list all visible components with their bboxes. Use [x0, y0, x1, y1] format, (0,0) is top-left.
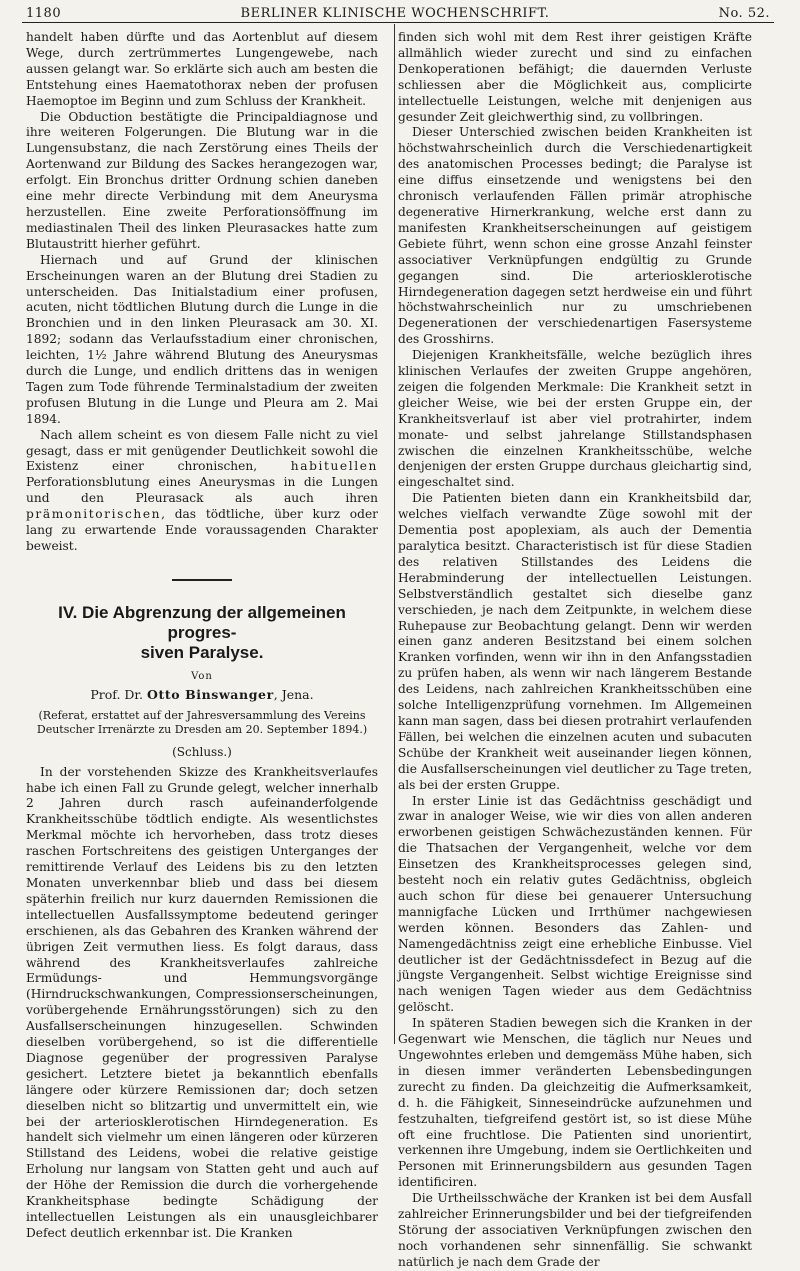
journal-title: BERLINER KLINISCHE WOCHENSCHRIFT. — [240, 6, 550, 21]
author-name: Otto Binswanger — [146, 686, 274, 702]
section-separator — [172, 579, 232, 581]
referat-note: (Referat, erstattet auf der Jahresversammlung des Vereins Deutscher Irrenärzte zu Dresden am 20. September 1894.) — [36, 708, 368, 736]
left-column — [26, 30, 378, 1240]
paragraph: handelt haben dürfte und das Aortenblut auf diesem Wege, durch zertrümmertes Lungengewebe, nach aussen gelangt war. So erklärte sich auch am besten die Entstehung eines Haematothorax neben der profusen Haemoptoe im Beginn und zum Schluss der Krankheit. — [26, 30, 378, 108]
spaced-emphasis: habituellen — [290, 459, 378, 474]
paragraph: Die Obduction bestätigte die Principaldiagnose und ihre weiteren Folgerungen. Die Blutung war in die Lungensubstanz, die nach Zerstörung eines Theils der Aortenwand zur Bildung des Sackes herangezogen war, erfolgt. Ein Bronchus dritter Ordnung schien daneben eine mehr directe Verbindung mit dem Aneurysma herzustellen. Eine zweite Perforationsöffnung im mediastinalen Theil des linken Pleurasackes hatte zum Blutaustritt hierher geführt. — [26, 109, 378, 251]
byline-von: Von — [191, 670, 213, 682]
paragraph: In der vorstehenden Skizze des Krankheitsverlaufes habe ich einen Fall zu Grunde gelegt, welcher innerhalb 2 Jahren durch rasch aufeinanderfolgende Krankheitsschübe tödtlich endigte. Als wesentlichstes Merkmal möchte ich hervorheben, dass trotz dieses raschen Fortschreitens des geistigen Unterganges der remittirende Verlauf des Leidens bis zu den letzten Monaten unverkennbar blieb und dass bei diesem späterhin freilich nur kurz dauernden Remissionen die intellectuellen Ausfallssymptome bedeutend geringer erschienen, als das Gebahren des Kranken während der übrigen Zeit vermuthen liess. Es folgt daraus, dass während des Krankheitsverlaufes zahlreiche Ermüdungs- und Hemmungsvorgänge (Hirndruckschwankungen, Compressionserscheinungen, vorübergehende Ernährungsstörungen) sich zu den Ausfallserscheinungen hinzugesellen. Schwinden dieselben vorübergehend, so ist die differentielle Diagnose gegenüber der progressiven Paralyse gesichert. Letztere bietet ja bekanntlich ebenfalls längere oder kürzere Remissionen dar; doch setzen dieselben nicht so blitzartig und unvermittelt ein, wie bei der arteriosklerotischen Hirndegeneration. Es handelt sich vielmehr um einen längeren oder kürzeren Stillstand des Leidens, wobei die relative geistige Erholung nur langsam von Statten geht und auch auf der Höhe der Remission die durch die vorhergehende Krankheitsphase bedingte Schädigung der intellectuellen Leistungen als ein unausgleichbarer Defect deutlich erkennbar ist. Die Kranken — [26, 764, 378, 1240]
paragraph: In erster Linie ist das Gedächtniss geschädigt und zwar in analoger Weise, wie wir dies von allen anderen erworbenen geistigen Schwächezuständen kennen. Für die Thatsachen der Vergangenheit, welche vor dem Einsetzen des Krankheitsprocesses gelegen sind, besteht noch ein relativ gutes Gedächtniss, obgleich auch schon für diese bei genauerer Untersuchung mannigfache Lücken und Irrthümer nachgewiesen werden können. Besonders das Zahlen- und Namengedächtniss zeigt eine erhebliche Einbusse. Viel deutlicher ist der Gedächtnissdefect in Bezug auf die jüngste Vergangenheit. Selbst wichtige Ereignisse sind nach wenigen Tagen wieder aus dem Gedächtniss gelöscht. — [398, 793, 752, 1015]
spaced-emphasis: prämonitorischen — [26, 507, 162, 522]
paragraph: finden sich wohl mit dem Rest ihrer geistigen Kräfte allmählich wieder zurecht und sind zu einfachen Denkoperationen befähigt; die dauernden Verluste schliessen aber die Möglichkeit aus, complicirte intellectuelle Leistungen, welche mit denjenigen aus gesunder Zeit gleichwerthig sind, zu vollbringen. — [398, 30, 752, 124]
journal-page — [20, 0, 790, 1269]
paragraph: Diejenigen Krankheitsfälle, welche bezüglich ihres klinischen Verlaufes der zweiten Gruppe angehören, zeigen die folgenden Merkmale: Die Krankheit setzt in gleicher Weise, wie bei der ersten Gruppe ein, der Krankheitsverlauf ist aber viel protrahirter, indem monate- und selbst jahrelange Stillstandsphasen zwischen die einzelnen Krankheitsschübe, welche denjenigen der ersten Gruppe durchaus gleichartig sind, eingeschaltet sind. — [398, 348, 752, 490]
section-title: IV. Die Abgrenzung der allgemeinen progres- siven Paralyse. — [58, 602, 346, 662]
conclusion-marker: (Schluss.) — [172, 744, 232, 759]
paragraph: Nach allem scheint es von diesem Falle nicht zu viel gesagt, dass er mit genügender Deutlichkeit sowohl die Existenz einer chronischen, habituellen Perforationsblutung eines Aneurysmas in die Lungen und den Pleurasack als auch ihren prämonitorischen, das tödtliche, über kurz oder lang zu erwartende Ende voraussagenden Charakter beweist. — [26, 427, 378, 553]
page-number: 1180 — [26, 6, 62, 21]
right-column — [398, 30, 752, 1269]
column-divider — [394, 24, 395, 1044]
author-line: Prof. Dr. Otto Binswanger, Jena. — [90, 686, 314, 702]
paragraph: In späteren Stadien bewegen sich die Kranken in der Gegenwart wie Menschen, die täglich nur Neues und Ungewohntes erleben und demgemäss Mühe haben, sich in diesen immer veränderten Lebensbedingungen zurecht zu finden. Da gleichzeitig die Aufmerksamkeit, d. h. die Fähigkeit, Sinneseindrücke aufzunehmen und festzuhalten, tiefgreifend gestört ist, so ist diese Mühe oft eine fruchtlose. Die Patienten sind unorientirt, verkennen ihre Umgebung, indem sie Oertlichkeiten und Personen mit Erinnerungsbildern aus gesunden Tagen identificiren. — [398, 1016, 752, 1190]
paragraph: Dieser Unterschied zwischen beiden Krankheiten ist höchstwahrscheinlich durch die Verschiedenartigkeit des anatomischen Processes bedingt; die Paralyse ist eine diffus einsetzende und wenigstens bei den chronisch verlaufenden Fällen primär atrophische degenerative Hirnerkrankung, welche erst dann zu manifesten Krankheitserscheinungen auf geistigem Gebiete führt, wenn schon eine grosse Anzahl feinster associativer Verknüpfungen endgültig zu Grunde gegangen sind. Die arteriosklerotische Hirndegeneration dagegen setzt herdweise ein und führt höchstwahrscheinlich nur zu umschriebenen Degenerationen der verschiedenartigen Fasersysteme des Grosshirns. — [398, 125, 752, 347]
paragraph: Die Urtheilsschwäche der Kranken ist bei dem Ausfall zahlreicher Erinnerungsbilder und bei der tiefgreifenden Störung der associativen Verknüpfungen zwischen den noch vorhandenen sehr sinnenfällig. Sie schwankt natürlich je nach dem Grade der — [398, 1191, 752, 1269]
paragraph: Hiernach und auf Grund der klinischen Erscheinungen waren an der Blutung drei Stadien zu unterscheiden. Das Initialstadium einer profusen, acuten, nicht tödtlichen Blutung durch die Lunge in die Bronchien und in den linken Pleurasack am 30. XI. 1892; sodann das Verlaufsstadium einer chronischen, leichten, 1½ Jahre während Blutung des Aneurysmas durch die Lunge, und endlich drittens das in wenigen Tagen zum Tode führende Terminalstadium der zweiten profusen Blutung in die Lunge und Pleura am 2. Mai 1894. — [26, 252, 378, 426]
paragraph: Die Patienten bieten dann ein Krankheitsbild dar, welches vielfach verwandte Züge sowohl mit der Dementia post apoplexiam, als auch der Dementia paralytica besitzt. Characteristisch ist für diese Stadien des relativen Stillstandes des Leidens die Herabminderung der intellectuellen Leistungen. Selbstverständlich gestaltet sich dieselbe ganz verschieden, je nach dem Zeitpunkte, in welchem diese Ruhepause zur Beobachtung gelangt. Denn wir werden einen ganz anderen Besitzstand bei einem solchen Kranken vorfinden, wenn wir ihn in den Anfangsstadien zu prüfen haben, als wenn wir nach längerem Bestande des Leidens, nach zahlreichen Krankheitsschüben eine solche Intelligenzprüfung vornehmen. Im Allgemeinen kann man sagen, dass bei diesen protrahirt verlaufenden Fällen, bei welchen die einzelnen acuten und subacuten Schübe der Krankheit weit auseinander liegen können, die Ausfallserscheinungen viel deutlicher zu Tage treten, als bei der ersten Gruppe. — [398, 491, 752, 792]
header-rule — [22, 22, 774, 23]
issue-number: No. 52. — [718, 6, 770, 21]
